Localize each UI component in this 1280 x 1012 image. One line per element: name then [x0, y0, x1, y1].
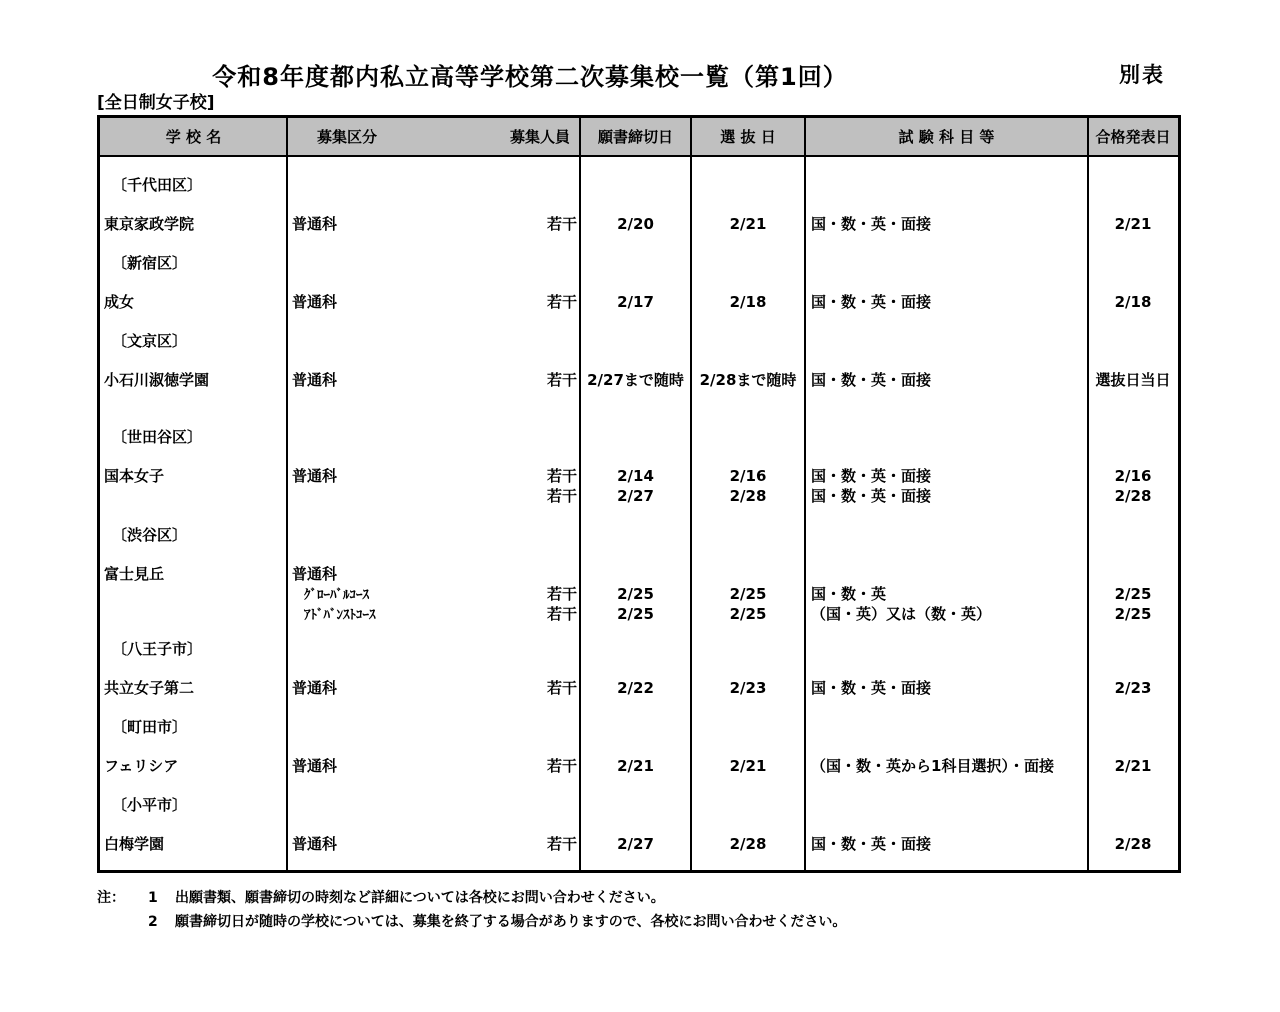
deadline-value: 2/21 — [617, 756, 654, 775]
capacity-value: 若干 — [546, 371, 577, 389]
district-row — [100, 515, 1178, 554]
subjects-value: 国・数・英・面接 — [811, 293, 932, 311]
capacity-value: 若干 — [546, 467, 577, 485]
table-header-row — [100, 118, 1178, 157]
school-row-line — [100, 485, 1178, 505]
announcement-value: 2/16 — [1114, 466, 1152, 485]
school-row — [100, 360, 1178, 399]
category-capacity-cell — [287, 563, 580, 584]
column-divider — [1087, 118, 1089, 870]
category-label: ｸﾞﾛｰﾊﾞﾙｺｰｽ — [304, 588, 369, 603]
column-divider — [804, 118, 806, 870]
category-label: 普通科 — [292, 467, 338, 485]
school-row-line — [100, 465, 1178, 485]
school-row — [100, 456, 1178, 515]
announcement-value: 2/25 — [1114, 584, 1152, 603]
table-inner — [100, 118, 1178, 870]
capacity-value: 若干 — [546, 487, 577, 505]
selection-date-value: 2/21 — [729, 756, 767, 775]
capacity-value: 若干 — [546, 293, 577, 311]
category-capacity-cell — [287, 677, 580, 698]
header-announcement: 合格発表日 — [1095, 128, 1171, 146]
capacity-value: 若干 — [546, 605, 577, 623]
subjects-value: 国・数・英・面接 — [811, 467, 932, 485]
subjects-value: 国・数・英・面接 — [811, 835, 932, 853]
category-label: 普通科 — [292, 293, 338, 311]
school-row — [100, 204, 1178, 243]
deadline-value: 2/20 — [617, 214, 654, 233]
announcement-value: 選抜日当日 — [1095, 371, 1171, 389]
note-number: 1 — [148, 890, 158, 906]
district-row — [100, 165, 1178, 204]
selection-date-value: 2/23 — [729, 678, 767, 697]
district-label: 〔町田市〕 — [112, 718, 188, 736]
category-label: 普通科 — [292, 565, 338, 583]
selection-date-value: 2/21 — [729, 214, 767, 233]
category-capacity-cell — [287, 485, 580, 506]
capacity-value: 若干 — [546, 757, 577, 775]
note-number: 2 — [148, 914, 158, 930]
table-body — [100, 157, 1178, 870]
column-divider — [286, 118, 288, 870]
deadline-value: 2/27 — [617, 486, 654, 505]
note-lines — [148, 886, 846, 934]
selection-date-value: 2/18 — [729, 292, 767, 311]
column-divider — [690, 118, 692, 870]
announcement-value: 2/23 — [1114, 678, 1152, 697]
selection-date-value: 2/25 — [729, 604, 767, 623]
subjects-value: 国・数・英 — [811, 585, 887, 603]
note-line — [148, 910, 846, 934]
district-label: 〔文京区〕 — [112, 332, 188, 350]
schools-table — [97, 115, 1181, 873]
deadline-value: 2/27まで随時 — [587, 371, 684, 389]
subjects-value: 国・数・英・面接 — [811, 215, 932, 233]
school-name: 国本女子 — [104, 467, 165, 485]
capacity-value: 若干 — [546, 215, 577, 233]
school-row-line — [100, 746, 1178, 785]
school-row — [100, 668, 1178, 707]
category-label: 普通科 — [292, 215, 338, 233]
announcement-value: 2/28 — [1114, 486, 1152, 505]
header-school-name: 学 校 名 — [165, 128, 222, 146]
subjects-value: 国・数・英・面接 — [811, 487, 932, 505]
district-label: 〔世田谷区〕 — [112, 428, 203, 446]
school-row — [100, 554, 1178, 629]
header-selection-date: 選 抜 日 — [720, 128, 776, 146]
column-divider — [579, 118, 581, 870]
selection-date-value: 2/28まで随時 — [699, 371, 797, 389]
school-row-line — [100, 360, 1178, 399]
section-label: [全日制女子校] — [97, 93, 215, 113]
school-row — [100, 282, 1178, 321]
note-text: 願書締切日が随時の学校については、募集を終了する場合がありますので、各校にお問い合わせください。 — [175, 914, 847, 930]
note-text: 出願書類、願書締切の時刻など詳細については各校にお問い合わせください。 — [175, 890, 665, 906]
deadline-value: 2/14 — [617, 466, 654, 485]
footnotes — [97, 886, 846, 934]
category-capacity-cell — [287, 603, 580, 624]
selection-date-value: 2/16 — [729, 466, 767, 485]
subjects-value: （国・数・英から1科目選択）・面接 — [811, 757, 1054, 775]
school-row-line — [100, 282, 1178, 321]
school-row-line — [100, 668, 1178, 707]
school-row — [100, 746, 1178, 785]
selection-date-value: 2/25 — [729, 584, 767, 603]
district-label: 〔八王子市〕 — [112, 640, 203, 658]
district-row — [100, 321, 1178, 360]
category-label: 普通科 — [292, 371, 338, 389]
header-category: 募集区分 — [317, 128, 378, 146]
category-label: 普通科 — [292, 835, 338, 853]
category-capacity-cell — [287, 213, 580, 234]
capacity-value: 若干 — [546, 679, 577, 697]
school-row-line — [100, 824, 1178, 863]
school-name: 富士見丘 — [104, 565, 165, 583]
category-capacity-cell — [287, 465, 580, 486]
table-spacer-row — [100, 399, 1178, 417]
category-capacity-cell — [287, 291, 580, 312]
school-name: 成女 — [104, 293, 135, 311]
appendix-label: 別表 — [1119, 63, 1165, 87]
school-row-line — [100, 603, 1178, 623]
district-row — [100, 707, 1178, 746]
deadline-value: 2/27 — [617, 834, 654, 853]
subjects-value: （国・英）又は（数・英） — [811, 605, 992, 623]
header-category-capacity — [287, 126, 580, 147]
selection-date-value: 2/28 — [729, 834, 767, 853]
announcement-value: 2/25 — [1114, 604, 1152, 623]
district-row — [100, 243, 1178, 282]
district-label: 〔小平市〕 — [112, 796, 188, 814]
school-row-line — [100, 583, 1178, 603]
page-title: 令和8年度都内私立高等学校第二次募集校一覧（第1回） — [212, 63, 848, 91]
category-label: 普通科 — [292, 757, 338, 775]
category-label: ｱﾄﾞﾊﾞﾝｽﾄｺｰｽ — [304, 608, 376, 623]
category-capacity-cell — [287, 583, 580, 604]
category-capacity-cell — [287, 833, 580, 854]
header-capacity: 募集人員 — [509, 128, 570, 146]
district-row — [100, 629, 1178, 668]
deadline-value: 2/22 — [617, 678, 654, 697]
header-subjects: 試 験 科 目 等 — [898, 128, 995, 146]
announcement-value: 2/28 — [1114, 834, 1152, 853]
selection-date-value: 2/28 — [729, 486, 767, 505]
deadline-value: 2/25 — [617, 584, 654, 603]
subjects-value: 国・数・英・面接 — [811, 679, 932, 697]
district-row — [100, 785, 1178, 824]
note-line — [148, 886, 846, 910]
subjects-value: 国・数・英・面接 — [811, 371, 932, 389]
category-label: 普通科 — [292, 679, 338, 697]
capacity-value: 若干 — [546, 835, 577, 853]
note-label: 注： — [97, 890, 125, 906]
capacity-value: 若干 — [546, 585, 577, 603]
school-name: フェリシア — [104, 757, 179, 775]
school-name: 東京家政学院 — [104, 215, 195, 233]
category-capacity-cell — [287, 369, 580, 390]
announcement-value: 2/21 — [1114, 756, 1152, 775]
announcement-value: 2/21 — [1114, 214, 1152, 233]
school-row-line — [100, 204, 1178, 243]
header-deadline: 願書締切日 — [597, 128, 673, 146]
school-row — [100, 824, 1178, 863]
deadline-value: 2/25 — [617, 604, 654, 623]
district-row — [100, 417, 1178, 456]
school-name: 小石川淑徳学園 — [104, 371, 210, 389]
district-label: 〔千代田区〕 — [112, 176, 203, 194]
district-label: 〔渋谷区〕 — [112, 526, 188, 544]
district-label: 〔新宿区〕 — [112, 254, 188, 272]
school-name: 共立女子第二 — [104, 679, 195, 697]
announcement-value: 2/18 — [1114, 292, 1152, 311]
deadline-value: 2/17 — [617, 292, 654, 311]
school-row-line — [100, 563, 1178, 583]
school-name: 白梅学園 — [104, 835, 165, 853]
category-capacity-cell — [287, 755, 580, 776]
